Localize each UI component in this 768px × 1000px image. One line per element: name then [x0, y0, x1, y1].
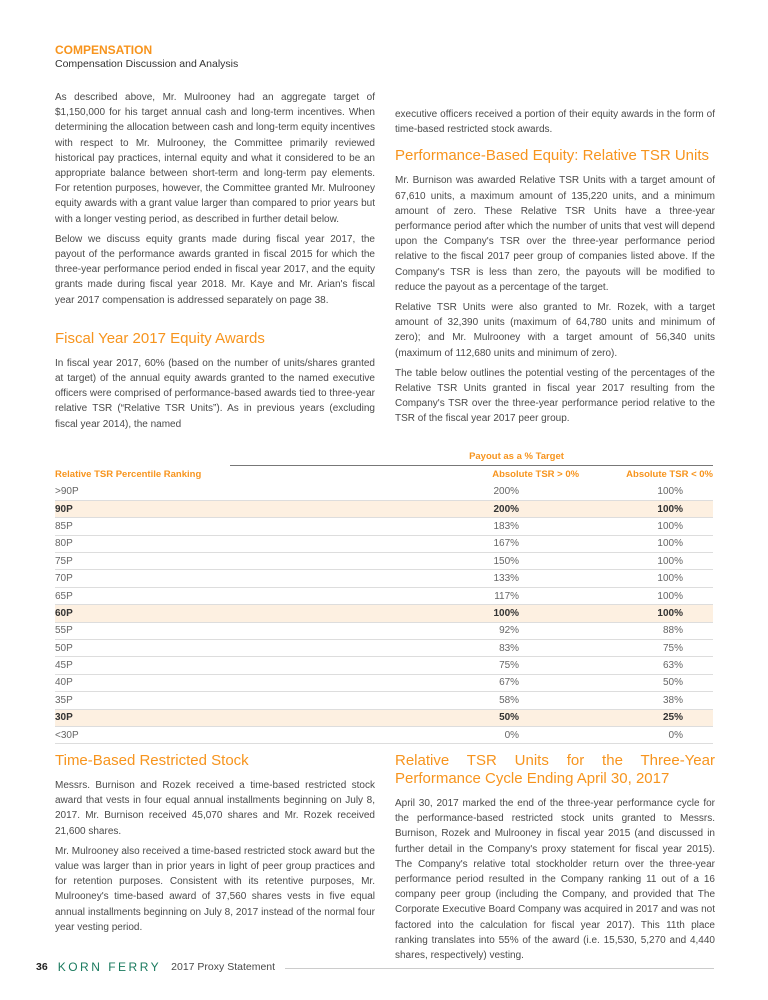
table-row: [55, 622, 713, 639]
ranking-cell: 35P: [55, 692, 230, 709]
positive-tsr-cell: 58%: [230, 692, 609, 709]
footer: [36, 960, 714, 974]
table-row: [55, 570, 713, 587]
table-row: [55, 553, 713, 570]
negative-tsr-cell: 25%: [609, 709, 713, 726]
paragraph: The table below outlines the potential vesting of the percentages of the Relative TSR Units granted in fiscal year 2017 resulting from the Company's TSR over the three-year performance period relative to the TSR of the fiscal year 2017 peer group.: [395, 367, 715, 425]
subsection-title: Compensation Discussion and Analysis: [55, 58, 239, 70]
negative-tsr-cell: 88%: [609, 622, 713, 639]
negative-tsr-cell: 100%: [609, 587, 713, 604]
ranking-cell: 85P: [55, 518, 230, 535]
perf-equity-heading: Performance-Based Equity: Relative TSR Units: [395, 147, 710, 165]
positive-tsr-cell: 167%: [230, 535, 609, 552]
positive-tsr-cell: 83%: [230, 640, 609, 657]
negative-tsr-cell: 50%: [609, 674, 713, 691]
negative-tsr-cell: 38%: [609, 692, 713, 709]
cycle-heading: Relative TSR Units for the Three-Year Performance Cycle Ending April 30, 2017: [395, 752, 715, 787]
positive-tsr-cell: 200%: [230, 500, 609, 517]
negative-tsr-cell: 100%: [609, 605, 713, 622]
footer-rule: [285, 968, 714, 969]
ranking-cell: 50P: [55, 640, 230, 657]
negative-tsr-cell: 100%: [609, 518, 713, 535]
negative-tsr-cell: 100%: [609, 535, 713, 552]
table-row: [55, 483, 713, 500]
paragraph: Messrs. Burnison and Rozek received a time-based restricted stock award that vests in four equal annual installments beginning on July 8, 2017. Mr. Burnison received 45,070 shares and Mr. Rozek received 21,600 shares.: [55, 780, 375, 837]
right-column-top: [395, 107, 715, 432]
paragraph: April 30, 2017 marked the end of the three-year performance cycle for the performance-based restricted stock units granted to Messrs. Burnison, Rozek and Mulrooney in fiscal year 2015 (and discussed in further detail in the Company's proxy statement for fiscal year 2015). The Company's relative total stockholder return over the three-year performance period resulted in the Company ranking 11 out of a 16 company peer group (including the Company, and provided that The Corporate Executive Board Company was acquired in 2017 and was not factored into the calculation for fiscal year 2017). This 11th place ranking translates into 55% of the award (i.e. 15,530, 5,270 and 4,440 shares, respectively) vesting.: [395, 798, 715, 962]
table-row: [55, 535, 713, 552]
paragraph: As described above, Mr. Mulrooney had an aggregate target of $1,150,000 for his target annual cash and long-term incentives. When determining the allocation between cash and long-term equity incentives with respect to Mr. Mulrooney, the Committee primarily reviewed historical pay practices, internal equity and what it considered to be an appropriate balance between short-term and long-term pay elements. For retention purposes, however, the Committee granted Mr. Mulrooney equity awards with a grant value larger than compared to prior years but with a longer vesting period, as described in further detail below.: [55, 92, 375, 225]
table-row: [55, 500, 713, 517]
negative-tsr-cell: 63%: [609, 657, 713, 674]
ranking-cell: 60P: [55, 605, 230, 622]
group-header: Payout as a % Target: [230, 448, 713, 466]
ranking-cell: 40P: [55, 674, 230, 691]
tsr-payout-table: [55, 448, 713, 744]
ranking-cell: <30P: [55, 726, 230, 743]
left-column-bottom: [55, 752, 375, 940]
table-row: [55, 640, 713, 657]
table-row: [55, 518, 713, 535]
document-title: 2017 Proxy Statement: [171, 961, 276, 973]
table-row: [55, 674, 713, 691]
positive-tsr-cell: 92%: [230, 622, 609, 639]
positive-tsr-cell: 183%: [230, 518, 609, 535]
paragraph: executive officers received a portion of their equity awards in the form of time-based restricted stock awards.: [395, 109, 715, 136]
page-number: 36: [36, 961, 48, 973]
positive-tsr-cell: 50%: [230, 709, 609, 726]
ranking-cell: >90P: [55, 483, 230, 500]
paragraph: Below we discuss equity grants made during fiscal year 2017, the payout of the performance awards granted in fiscal 2015 for which the three-year performance period ended in fiscal year 2017, and the equity grants made during fiscal year 2018. Mr. Kaye and Mr. Arian's fiscal year 2017 compensation is addressed separately on page 38.: [55, 233, 375, 306]
positive-tsr-cell: 133%: [230, 570, 609, 587]
positive-tsr-cell: 0%: [230, 726, 609, 743]
column-header: Absolute TSR > 0%: [492, 469, 580, 480]
ranking-cell: 45P: [55, 657, 230, 674]
korn-ferry-logo: KORN FERRY: [57, 960, 162, 974]
negative-tsr-cell: 75%: [609, 640, 713, 657]
column-header: Absolute TSR < 0%: [626, 469, 713, 480]
positive-tsr-cell: 100%: [230, 605, 609, 622]
table-row: [55, 587, 713, 604]
positive-tsr-cell: 75%: [230, 657, 609, 674]
right-column-bottom: [395, 752, 715, 968]
table-row: [55, 692, 713, 709]
table-row: [55, 726, 713, 743]
negative-tsr-cell: 0%: [609, 726, 713, 743]
negative-tsr-cell: 100%: [609, 570, 713, 587]
ranking-cell: 55P: [55, 622, 230, 639]
paragraph: Mr. Burnison was awarded Relative TSR Units with a target amount of 67,610 units, a maximum amount of 135,220 units, and a minimum amount of zero. These Relative TSR Units have a three-year performance period after which the number of units that vest will depend upon the Company's TSR over the three-year performance period relative to the fiscal 2017 peer group of companies listed above. If the Company's TSR is less than zero, the payouts will be modified to reduce the payout as a percentage of the target.: [395, 175, 715, 293]
paragraph: Relative TSR Units were also granted to Mr. Rozek, with a target amount of 32,390 units (maximum of 64,780 units and minimum of zero); and Mr. Mulrooney with a target amount of 56,340 units (maximum of 112,680 units and minimum of zero).: [395, 302, 715, 359]
positive-tsr-cell: 150%: [230, 553, 609, 570]
table-row: [55, 709, 713, 726]
section-title: COMPENSATION: [55, 43, 153, 57]
ranking-cell: 70P: [55, 570, 230, 587]
fy-equity-heading: Fiscal Year 2017 Equity Awards: [55, 329, 265, 347]
ranking-cell: 75P: [55, 553, 230, 570]
positive-tsr-cell: 67%: [230, 674, 609, 691]
time-based-heading: Time-Based Restricted Stock: [55, 752, 249, 769]
ranking-cell: 65P: [55, 587, 230, 604]
negative-tsr-cell: 100%: [609, 553, 713, 570]
column-header: Relative TSR Percentile Ranking: [55, 468, 202, 480]
negative-tsr-cell: 100%: [609, 483, 713, 500]
paragraph: Mr. Mulrooney also received a time-based restricted stock award but the value was larger than in prior years in light of peer group practices and for retention purposes. Consistent with its retentive purposes, Mr. Mulrooney's time-based award of 37,560 shares vests in five equal annual installments beginning on July 8, 2017 instead of the normal four year vesting period.: [55, 845, 375, 933]
ranking-cell: 30P: [55, 709, 230, 726]
table-row: [55, 605, 713, 622]
positive-tsr-cell: 117%: [230, 587, 609, 604]
ranking-cell: 90P: [55, 500, 230, 517]
table-row: [55, 657, 713, 674]
positive-tsr-cell: 200%: [230, 483, 609, 500]
paragraph: In fiscal year 2017, 60% (based on the number of units/shares granted at target) of the annual equity awards granted to the named executive officers were comprised of performance-based awards tied to three-year relative TSR (“Relative TSR Units”). As in previous years (excluding fiscal year 2014), the named: [55, 357, 375, 430]
negative-tsr-cell: 100%: [609, 500, 713, 517]
ranking-cell: 80P: [55, 535, 230, 552]
left-column-top: [55, 90, 375, 437]
